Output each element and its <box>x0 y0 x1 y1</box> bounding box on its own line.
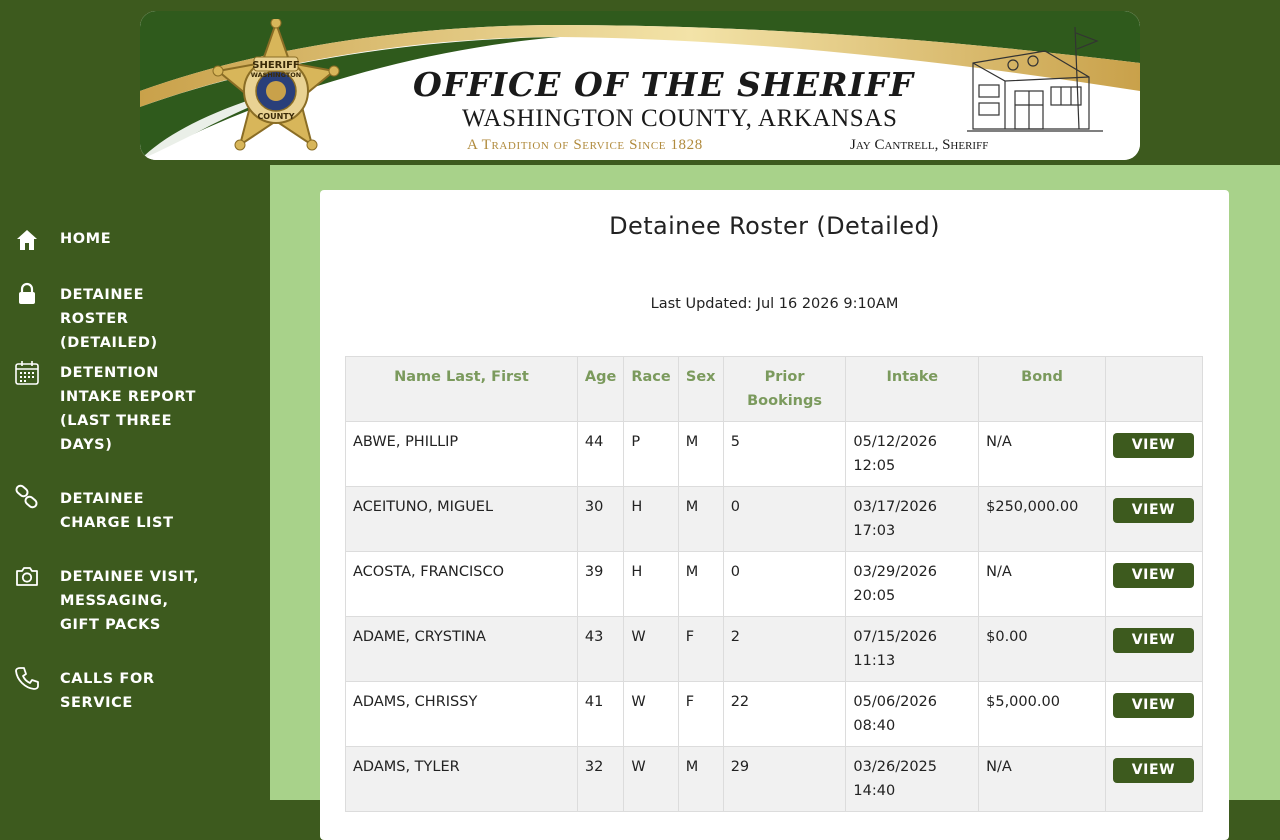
cell-sex: M <box>678 422 723 487</box>
table-row <box>346 552 1203 617</box>
column-header-age[interactable]: Age <box>577 357 623 422</box>
cell-name: ADAMS, TYLER <box>346 747 578 812</box>
cell-prior-bookings: 2 <box>723 617 846 682</box>
cell-age: 43 <box>577 617 623 682</box>
sidebar-item-label: DETAINEE CHARGE LIST <box>60 491 174 531</box>
banner-title: OFFICE OF THE SHERIFF <box>413 65 914 104</box>
svg-text:COUNTY: COUNTY <box>257 112 295 121</box>
calendar-icon <box>14 360 40 386</box>
cell-sex: M <box>678 487 723 552</box>
intake-time: 20:05 <box>853 588 896 604</box>
svg-text:SHERIFF: SHERIFF <box>252 60 300 71</box>
view-button[interactable]: VIEW <box>1113 758 1194 783</box>
cell-name: ACEITUNO, MIGUEL <box>346 487 578 552</box>
cell-intake <box>846 617 979 682</box>
column-header-bond[interactable]: Bond <box>979 357 1106 422</box>
cell-name: ADAMS, CHRISSY <box>346 682 578 747</box>
intake-time: 14:40 <box>853 783 896 799</box>
column-header-name[interactable]: Name Last, First <box>346 357 578 422</box>
banner-sheriff-name: Jay Cantrell, Sheriff <box>850 137 989 153</box>
cell-name: ADAME, CRYSTINA <box>346 617 578 682</box>
table-row <box>346 487 1203 552</box>
phone-icon <box>14 665 40 691</box>
main-content <box>270 165 1280 800</box>
cell-age: 30 <box>577 487 623 552</box>
column-header-sex[interactable]: Sex <box>678 357 723 422</box>
cell-actions <box>1105 422 1202 487</box>
cell-prior-bookings: 0 <box>723 552 846 617</box>
cell-bond: N/A <box>979 552 1106 617</box>
cell-actions <box>1105 682 1202 747</box>
intake-date: 03/29/2026 <box>853 564 937 580</box>
table-row <box>346 682 1203 747</box>
cell-sex: F <box>678 682 723 747</box>
page-title: Detainee Roster (Detailed) <box>609 212 940 240</box>
cell-age: 44 <box>577 422 623 487</box>
sheriff-badge-logo <box>210 19 342 154</box>
cell-race: H <box>624 552 678 617</box>
banner-tagline: A Tradition of Service Since 1828 <box>467 137 703 153</box>
cell-name: ACOSTA, FRANCISCO <box>346 552 578 617</box>
cell-age: 39 <box>577 552 623 617</box>
view-button[interactable]: VIEW <box>1113 433 1194 458</box>
svg-text:WASHINGTON: WASHINGTON <box>250 71 302 79</box>
intake-date: 03/26/2025 <box>853 759 937 775</box>
home-icon <box>14 227 40 253</box>
cell-race: W <box>624 747 678 812</box>
intake-time: 17:03 <box>853 523 896 539</box>
roster-card <box>320 190 1229 840</box>
cell-intake <box>846 747 979 812</box>
cell-sex: M <box>678 552 723 617</box>
intake-date: 03/17/2026 <box>853 499 937 515</box>
cell-bond: N/A <box>979 747 1106 812</box>
cell-actions <box>1105 617 1202 682</box>
cell-bond: $5,000.00 <box>979 682 1106 747</box>
column-header-race[interactable]: Race <box>624 357 678 422</box>
sidebar-item-label: DETAINEE VISIT, MESSAGING, GIFT PACKS <box>60 569 200 633</box>
cell-prior-bookings: 22 <box>723 682 846 747</box>
cell-sex: F <box>678 617 723 682</box>
table-header-row <box>346 357 1203 422</box>
intake-time: 08:40 <box>853 718 896 734</box>
banner-county: WASHINGTON COUNTY, ARKANSAS <box>462 105 898 132</box>
cell-actions <box>1105 552 1202 617</box>
courthouse-illustration <box>965 25 1105 135</box>
view-button[interactable]: VIEW <box>1113 628 1194 653</box>
cell-bond: $250,000.00 <box>979 487 1106 552</box>
table-row <box>346 747 1203 812</box>
sidebar-item-label: DETAINEE ROSTER (DETAILED) <box>60 287 158 351</box>
cell-name: ABWE, PHILLIP <box>346 422 578 487</box>
sidebar-nav <box>0 165 270 800</box>
table-row <box>346 422 1203 487</box>
detainee-roster-table <box>345 356 1203 812</box>
intake-date: 05/06/2026 <box>853 694 937 710</box>
cell-bond: $0.00 <box>979 617 1106 682</box>
intake-time: 12:05 <box>853 458 896 474</box>
cell-intake <box>846 487 979 552</box>
link-icon <box>14 484 40 510</box>
cell-actions <box>1105 747 1202 812</box>
camera-icon <box>14 563 40 589</box>
table-row <box>346 617 1203 682</box>
sidebar-item-label: CALLS FOR SERVICE <box>60 671 155 711</box>
cell-prior-bookings: 29 <box>723 747 846 812</box>
header-banner <box>140 11 1140 160</box>
view-button[interactable]: VIEW <box>1113 693 1194 718</box>
view-button[interactable]: VIEW <box>1113 498 1194 523</box>
cell-race: H <box>624 487 678 552</box>
cell-sex: M <box>678 747 723 812</box>
cell-race: W <box>624 682 678 747</box>
cell-race: W <box>624 617 678 682</box>
last-updated-text: Last Updated: Jul 16 2026 9:10AM <box>650 296 899 312</box>
cell-prior-bookings: 0 <box>723 487 846 552</box>
sidebar-item-label: DETENTION INTAKE REPORT (LAST THREE DAYS) <box>60 365 196 453</box>
cell-actions <box>1105 487 1202 552</box>
cell-age: 41 <box>577 682 623 747</box>
cell-intake <box>846 422 979 487</box>
cell-intake <box>846 682 979 747</box>
cell-intake <box>846 552 979 617</box>
cell-bond: N/A <box>979 422 1106 487</box>
view-button[interactable]: VIEW <box>1113 563 1194 588</box>
cell-age: 32 <box>577 747 623 812</box>
sidebar-item-label: HOME <box>60 231 112 247</box>
lock-icon <box>14 281 40 307</box>
column-header-prior-bookings[interactable]: Prior Bookings <box>723 357 846 422</box>
column-header-intake[interactable]: Intake <box>846 357 979 422</box>
intake-date: 07/15/2026 <box>853 629 937 645</box>
column-header-actions <box>1105 357 1202 422</box>
cell-prior-bookings: 5 <box>723 422 846 487</box>
intake-time: 11:13 <box>853 653 896 669</box>
intake-date: 05/12/2026 <box>853 434 937 450</box>
cell-race: P <box>624 422 678 487</box>
